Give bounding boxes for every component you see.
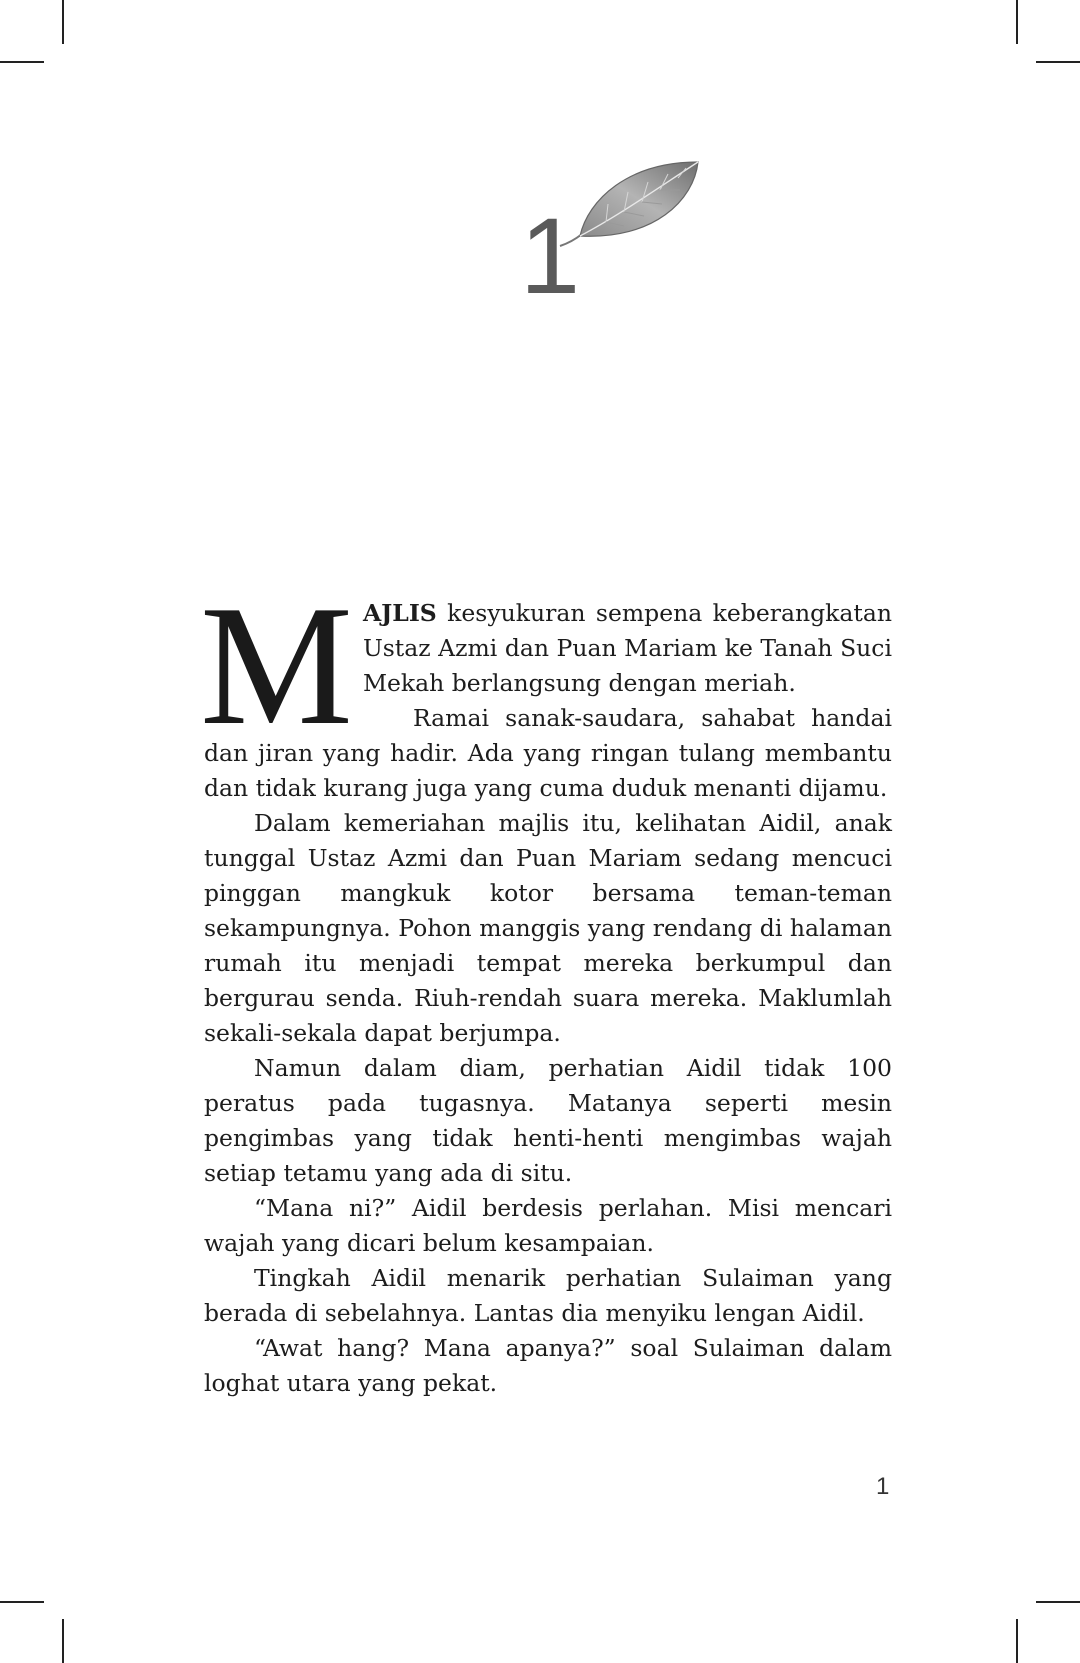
paragraph-7: “Awat hang? Mana apanya?” soal Sulaiman dalam loghat utara yang pekat. <box>204 1334 892 1397</box>
paragraph-5: “Mana ni?” Aidil berdesis perlahan. Misi mencari wajah yang dicari belum kesampaian. <box>204 1194 892 1257</box>
paragraph-1-text: kesyukuran sempena keberangkatan Ustaz Azmi dan Puan Mariam ke Tanah Suci Mekah berlangsung dengan meriah. <box>362 599 892 697</box>
chapter-body <box>200 571 892 1401</box>
chapter-heading <box>520 150 720 320</box>
crop-mark-top-right-horizontal <box>1036 61 1080 63</box>
leaf-icon <box>558 150 708 250</box>
crop-mark-bottom-right-vertical <box>1016 1619 1018 1663</box>
paragraph-4: Namun dalam diam, perhatian Aidil tidak 100 peratus pada tugasnya. Matanya seperti mesin pengimbas yang tidak henti-henti mengimbas wajah setiap tetamu yang ada di situ. <box>204 1054 892 1187</box>
chapter-number: 1 <box>520 195 581 316</box>
lead-word: AJLIS <box>362 599 437 627</box>
paragraph-6: Tingkah Aidil menarik perhatian Sulaiman yang berada di sebelahnya. Lantas dia menyiku lengan Aidil. <box>204 1264 892 1327</box>
crop-mark-top-right-vertical <box>1016 0 1018 44</box>
crop-mark-bottom-right-horizontal <box>1036 1601 1080 1603</box>
paragraph-3: Dalam kemeriahan majlis itu, kelihatan Aidil, anak tunggal Ustaz Azmi dan Puan Mariam sedang mencuci pinggan mangkuk kotor bersama teman-teman sekampungnya. Pohon manggis yang rendang di halaman rumah itu menjadi tempat mereka berkumpul dan bergurau senda. Riuh-rendah suara mereka. Maklumlah sekali-sekala dapat berjumpa. <box>204 809 892 1047</box>
crop-mark-bottom-left-horizontal <box>0 1601 44 1603</box>
crop-mark-top-left-vertical <box>62 0 64 44</box>
paragraph-2: Ramai sanak-saudara, sahabat handai dan jiran yang hadir. Ada yang ringan tulang membantu dan tidak kurang juga yang cuma duduk menanti dijamu. <box>204 704 892 802</box>
drop-cap: M <box>200 571 351 761</box>
crop-mark-bottom-left-vertical <box>62 1619 64 1663</box>
page-number: 1 <box>876 1473 890 1500</box>
crop-mark-top-left-horizontal <box>0 61 44 63</box>
